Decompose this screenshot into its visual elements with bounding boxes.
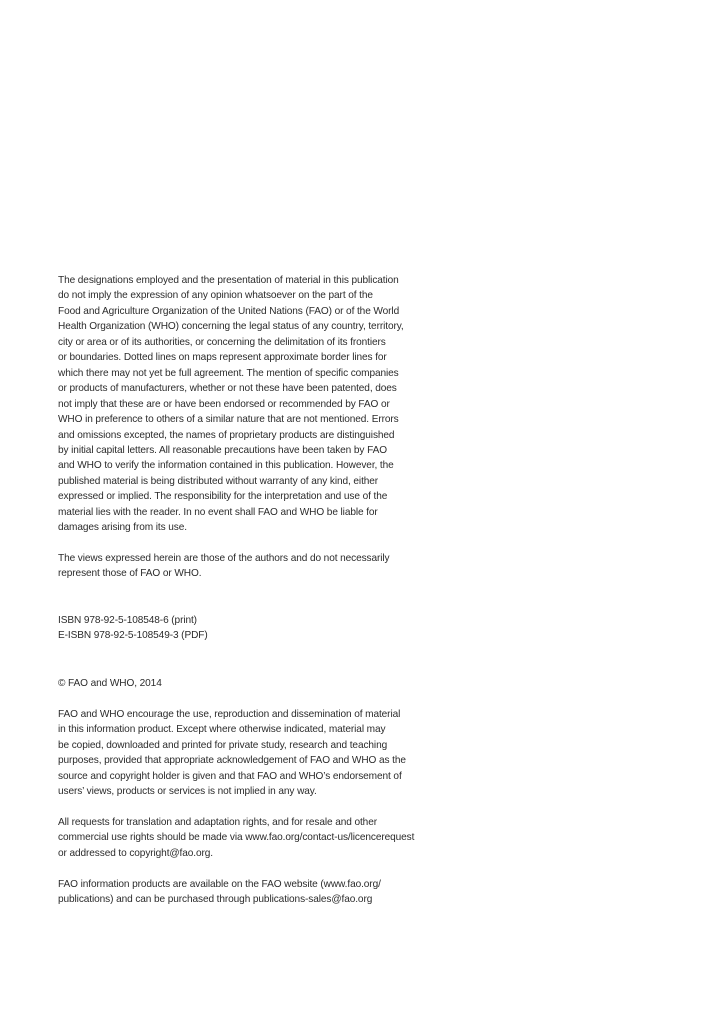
disclaimer-line: not imply that these are or have been endorsed or recommended by FAO or	[58, 398, 390, 410]
disclaimer-line: which there may not yet be full agreement. The mention of specific companies	[58, 367, 399, 379]
disclaimer-line: city or area or of its authorities, or concerning the delimitation of its frontiers	[58, 336, 386, 348]
disclaimer-line: and WHO to verify the information contained in this publication. However, the	[58, 460, 394, 472]
usage-line: users’ views, products or services is not implied in any way.	[58, 786, 317, 798]
copyright-notice	[58, 676, 478, 691]
copyright-line: © FAO and WHO, 2014	[58, 678, 162, 689]
disclaimer-line: expressed or implied. The responsibility for the interpretation and use of the	[58, 491, 388, 503]
availability-line: FAO information products are available on the FAO website (www.fao.org/	[58, 879, 381, 890]
usage-line: in this information product. Except where otherwise indicated, material may	[58, 724, 386, 736]
requests-line: All requests for translation and adaptation rights, and for resale and other	[58, 817, 377, 828]
disclaimer-line: Health Organization (WHO) concerning the legal status of any country, territory,	[58, 321, 404, 333]
views-line: The views expressed herein are those of the authors and do not necessarily	[58, 553, 390, 564]
disclaimer-line: Food and Agriculture Organization of the United Nations (FAO) or of the World	[58, 305, 400, 317]
usage-paragraph	[58, 707, 478, 800]
disclaimer-line: by initial capital letters. All reasonable precautions have been taken by FAO	[58, 444, 387, 456]
disclaimer-line: and omissions excepted, the names of proprietary products are distinguished	[58, 429, 395, 441]
usage-line: be copied, downloaded and printed for private study, research and teaching	[58, 739, 388, 751]
usage-line: source and copyright holder is given and that FAO and WHO’s endorsement of	[58, 770, 402, 782]
disclaimer-paragraph	[58, 273, 478, 536]
isbn-pdf: E-ISBN 978-92-5-108549-3 (PDF)	[58, 630, 208, 642]
disclaimer-line: published material is being distributed without warranty of any kind, either	[58, 475, 379, 487]
availability-paragraph	[58, 877, 478, 908]
isbn-block	[58, 613, 478, 644]
availability-line: publications) and can be purchased through publications-sales@fao.org	[58, 894, 373, 906]
disclaimer-line: do not imply the expression of any opinion whatsoever on the part of the	[58, 290, 373, 302]
disclaimer-line: The designations employed and the presentation of material in this publication	[58, 275, 399, 286]
disclaimer-line: or products of manufacturers, whether or not these have been patented, does	[58, 383, 397, 395]
disclaimer-line: damages arising from its use.	[58, 522, 187, 534]
views-line: represent those of FAO or WHO.	[58, 568, 202, 580]
disclaimer-line: or boundaries. Dotted lines on maps represent approximate border lines for	[58, 352, 387, 364]
isbn-print: ISBN 978-92-5-108548-6 (print)	[58, 615, 197, 626]
requests-line: commercial use rights should be made via www.fao.org/contact-us/licencerequest	[58, 832, 415, 844]
usage-line: FAO and WHO encourage the use, reproduction and dissemination of material	[58, 709, 401, 720]
requests-paragraph	[58, 815, 478, 861]
disclaimer-line: WHO in preference to others of a similar nature that are not mentioned. Errors	[58, 414, 399, 426]
disclaimer-line: material lies with the reader. In no event shall FAO and WHO be liable for	[58, 506, 378, 518]
views-paragraph	[58, 551, 478, 582]
requests-line: or addressed to copyright@fao.org.	[58, 847, 213, 859]
usage-line: purposes, provided that appropriate acknowledgement of FAO and WHO as the	[58, 755, 406, 767]
